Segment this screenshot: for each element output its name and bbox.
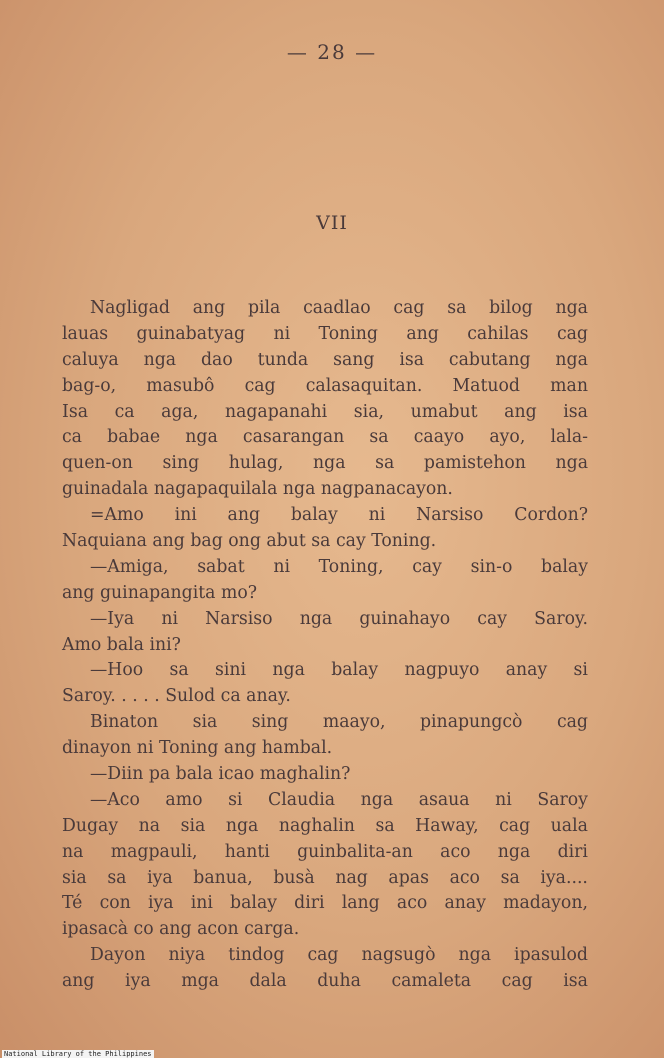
text-line: Binaton sia sing maayo, pinapungcò cag: [90, 712, 588, 733]
text-line: ang guinapangita mo?: [62, 582, 258, 603]
text-line: =Amo ini ang balay ni Narsiso Cordon?: [90, 505, 588, 526]
text-line: ipasacà co ang acon carga.: [62, 919, 300, 940]
text-line: Nagligad ang pila caadlao cag sa bilog nga: [90, 298, 588, 318]
text-line: Dayon niya tindog cag nagsugò nga ipasulod: [90, 945, 588, 966]
text-line: ang iya mga dala duha camaleta cag isa: [62, 971, 588, 992]
text-line: caluya nga dao tunda sang isa cabutang nga: [62, 349, 588, 370]
text-line: bag-o, masubô cag calasaquitan. Matuod man: [62, 375, 588, 396]
text-line: Dugay na sia nga naghalin sa Haway, cag uala: [62, 815, 588, 836]
text-line: dinayon ni Toning ang hambal.: [62, 738, 333, 759]
text-line: guinadala nagapaquilala nga nagpanacayon.: [62, 479, 453, 500]
text-line: —Diin pa bala icao maghalin?: [90, 764, 351, 785]
text-line: Isa ca aga, nagapanahi sia, umabut ang isa: [62, 401, 588, 422]
text-line: Té con iya ini balay diri lang aco anay madayon,: [62, 893, 588, 914]
body-text: [62, 296, 588, 995]
text-line: sia sa iya banua, busà nag apas aco sa iya....: [62, 867, 588, 888]
text-line: lauas guinabatyag ni Toning ang cahilas cag: [62, 323, 588, 344]
text-line: quen-on sing hulag, nga sa pamistehon nga: [62, 453, 588, 474]
library-watermark: National Library of the Philippines: [4, 1050, 152, 1058]
text-line: —Hoo sa sini nga balay nagpuyo anay si: [90, 660, 588, 681]
page-number: — 28 —: [286, 40, 378, 64]
text-line: —Aco amo si Claudia nga asaua ni Saroy: [90, 789, 588, 810]
chapter-heading: VII: [316, 212, 348, 234]
text-line: —Amiga, sabat ni Toning, cay sin-o balay: [90, 556, 588, 577]
text-line: na magpauli, hanti guinbalita-an aco nga diri: [62, 841, 588, 862]
text-line: Amo bala ini?: [62, 634, 181, 655]
text-line: —Iya ni Narsiso nga guinahayo cay Saroy.: [90, 608, 588, 629]
text-line: ca babae nga casarangan sa caayo ayo, lala-: [62, 427, 588, 448]
text-line: Naquiana ang bag ong abut sa cay Toning.: [62, 531, 437, 552]
text-line: Saroy. . . . . Sulod ca anay.: [62, 686, 291, 707]
